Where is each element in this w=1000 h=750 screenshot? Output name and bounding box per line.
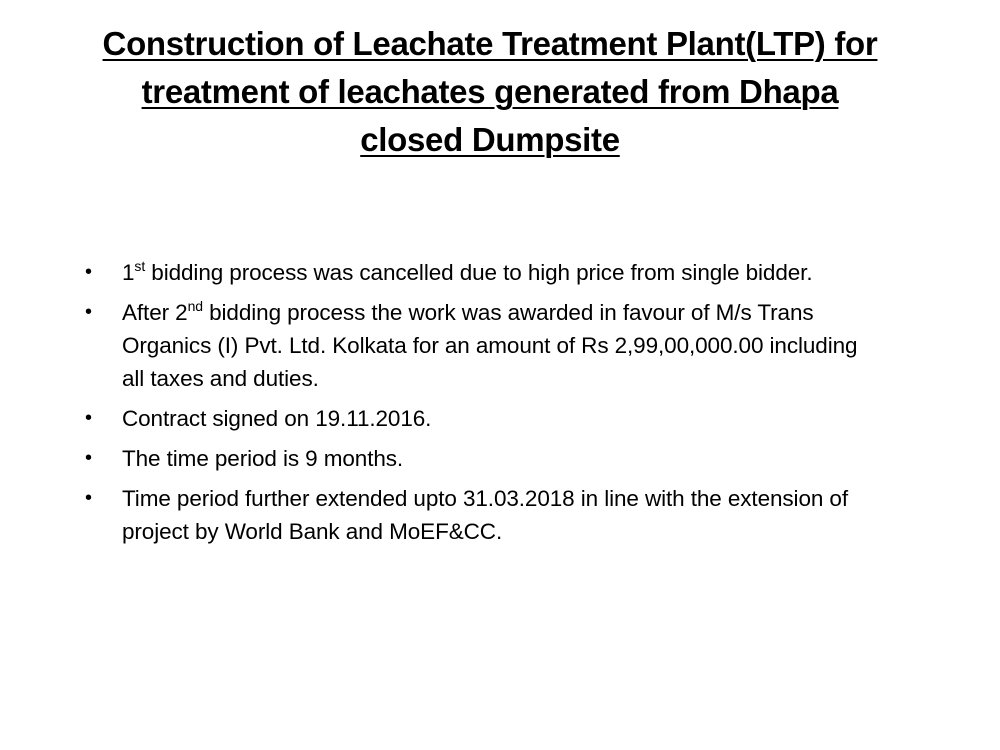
slide-title — [50, 20, 930, 164]
bullet-text: bidding process the work was awarded in favour of M/s Trans Organics (I) Pvt. Ltd. Kolkata for an amount of Rs 2,99,00,000.00 including all taxes and duties. — [122, 300, 858, 391]
bullet-dot-icon: • — [85, 447, 92, 469]
bullet-dot-icon: • — [85, 407, 92, 429]
bullet-text: 1 — [122, 260, 135, 285]
bullet-superscript: st — [134, 257, 146, 274]
bullet-item-first-bidding — [80, 256, 880, 289]
bullet-text: After 2 — [122, 300, 188, 325]
slide-title-line: Construction of Leachate Treatment Plant(LTP) for — [102, 25, 878, 62]
slide-title-line: closed Dumpsite — [360, 121, 620, 158]
bullet-dot-icon: • — [85, 487, 92, 509]
bullet-text: Contract signed on 19.11.2016. — [122, 406, 432, 431]
bullet-superscript: nd — [187, 297, 203, 314]
bullet-list — [80, 256, 880, 555]
bullet-item-time-period — [80, 442, 880, 475]
bullet-dot-icon: • — [85, 261, 92, 283]
slide-title-line: treatment of leachates generated from Dhapa — [141, 73, 839, 110]
bullet-item-second-bidding — [80, 296, 880, 395]
bullet-text: The time period is 9 months. — [122, 446, 404, 471]
bullet-item-contract-signed — [80, 402, 880, 435]
bullet-dot-icon: • — [85, 301, 92, 323]
bullet-text: Time period further extended upto 31.03.2018 in line with the extension of project by World Bank and MoEF&CC. — [122, 486, 848, 544]
bullet-text: bidding process was cancelled due to high price from single bidder. — [145, 260, 813, 285]
bullet-item-extension — [80, 482, 880, 548]
